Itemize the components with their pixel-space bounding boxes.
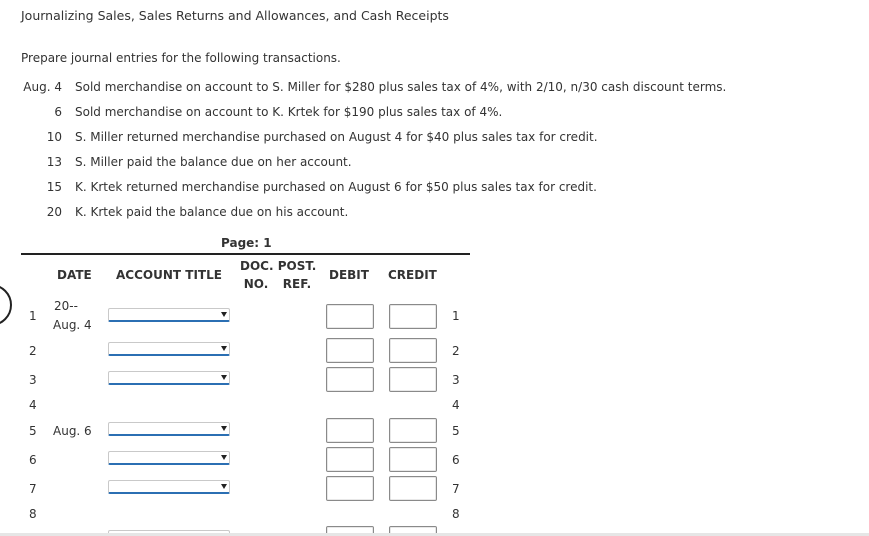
header-post-ref-top: POST. [277, 259, 317, 273]
debit-input[interactable] [326, 367, 374, 392]
account-title-select[interactable] [108, 342, 230, 356]
account-title-select[interactable] [108, 308, 230, 322]
transaction-date: Aug. 4 [23, 80, 62, 94]
credit-input[interactable] [389, 338, 437, 363]
account-title-select[interactable] [108, 480, 230, 494]
row-number-right: 7 [452, 482, 460, 496]
transaction-description: K. Krtek paid the balance due on his account. [75, 205, 349, 219]
row-number-right: 2 [452, 344, 460, 358]
credit-input[interactable] [389, 418, 437, 443]
transaction-date: 6 [54, 105, 62, 119]
row-number-left: 3 [29, 373, 37, 387]
header-rule [21, 253, 470, 255]
credit-input[interactable] [389, 304, 437, 329]
row-number-left: 4 [29, 398, 37, 412]
header-doc-no-top: DOC. [240, 259, 274, 273]
row-number-right: 8 [452, 507, 460, 521]
chevron-down-icon [221, 312, 227, 317]
side-circle-decoration [0, 284, 12, 326]
debit-input[interactable] [326, 304, 374, 329]
debit-input[interactable] [326, 476, 374, 501]
transaction-date: 15 [46, 180, 62, 194]
account-title-select[interactable] [108, 422, 230, 436]
transaction-description: Sold merchandise on account to K. Krtek for $190 plus sales tax of 4%. [75, 105, 503, 119]
debit-input[interactable] [326, 418, 374, 443]
transaction-description: Sold merchandise on account to S. Miller for $280 plus sales tax of 4%, with 2/10, n/30 cash discount terms. [75, 80, 727, 94]
header-post-ref-bottom: REF. [282, 277, 312, 291]
chevron-down-icon [221, 484, 227, 489]
row-number-right: 4 [452, 398, 460, 412]
header-credit: CREDIT [388, 268, 437, 282]
chevron-down-icon [221, 346, 227, 351]
header-doc-no-bottom: NO. [243, 277, 269, 291]
chevron-down-icon [221, 426, 227, 431]
journal-page-label: Page: 1 [221, 236, 272, 250]
row-number-left: 5 [29, 424, 37, 438]
row-number-left: 2 [29, 344, 37, 358]
transaction-description: S. Miller paid the balance due on her account. [75, 155, 352, 169]
chevron-down-icon [221, 375, 227, 380]
credit-input[interactable] [389, 447, 437, 472]
chevron-down-icon [221, 455, 227, 460]
transaction-date: 13 [46, 155, 62, 169]
credit-input[interactable] [389, 476, 437, 501]
row-number-right: 6 [452, 453, 460, 467]
transaction-description: K. Krtek returned merchandise purchased on August 6 for $50 plus sales tax for credit. [75, 180, 597, 194]
debit-input[interactable] [326, 338, 374, 363]
header-debit: DEBIT [329, 268, 369, 282]
row-number-right: 3 [452, 373, 460, 387]
page-title: Journalizing Sales, Sales Returns and Allowances, and Cash Receipts [21, 8, 449, 23]
row-number-left: 1 [29, 309, 37, 323]
transaction-description: S. Miller returned merchandise purchased on August 4 for $40 plus sales tax for credit. [75, 130, 598, 144]
row-number-left: 7 [29, 482, 37, 496]
row-date: Aug. 6 [53, 424, 92, 438]
debit-input[interactable] [326, 447, 374, 472]
instructions: Prepare journal entries for the following transactions. [21, 51, 341, 65]
transaction-date: 20 [46, 205, 62, 219]
row-number-right: 5 [452, 424, 460, 438]
transaction-date: 10 [46, 130, 62, 144]
row-date: Aug. 4 [53, 318, 92, 332]
header-account-title: ACCOUNT TITLE [116, 268, 222, 282]
row-number-left: 6 [29, 453, 37, 467]
account-title-select[interactable] [108, 371, 230, 385]
header-date: DATE [57, 268, 92, 282]
row-number-right: 1 [452, 309, 460, 323]
row-number-left: 8 [29, 507, 37, 521]
row-year: 20-- [54, 299, 78, 313]
account-title-select[interactable] [108, 451, 230, 465]
credit-input[interactable] [389, 367, 437, 392]
